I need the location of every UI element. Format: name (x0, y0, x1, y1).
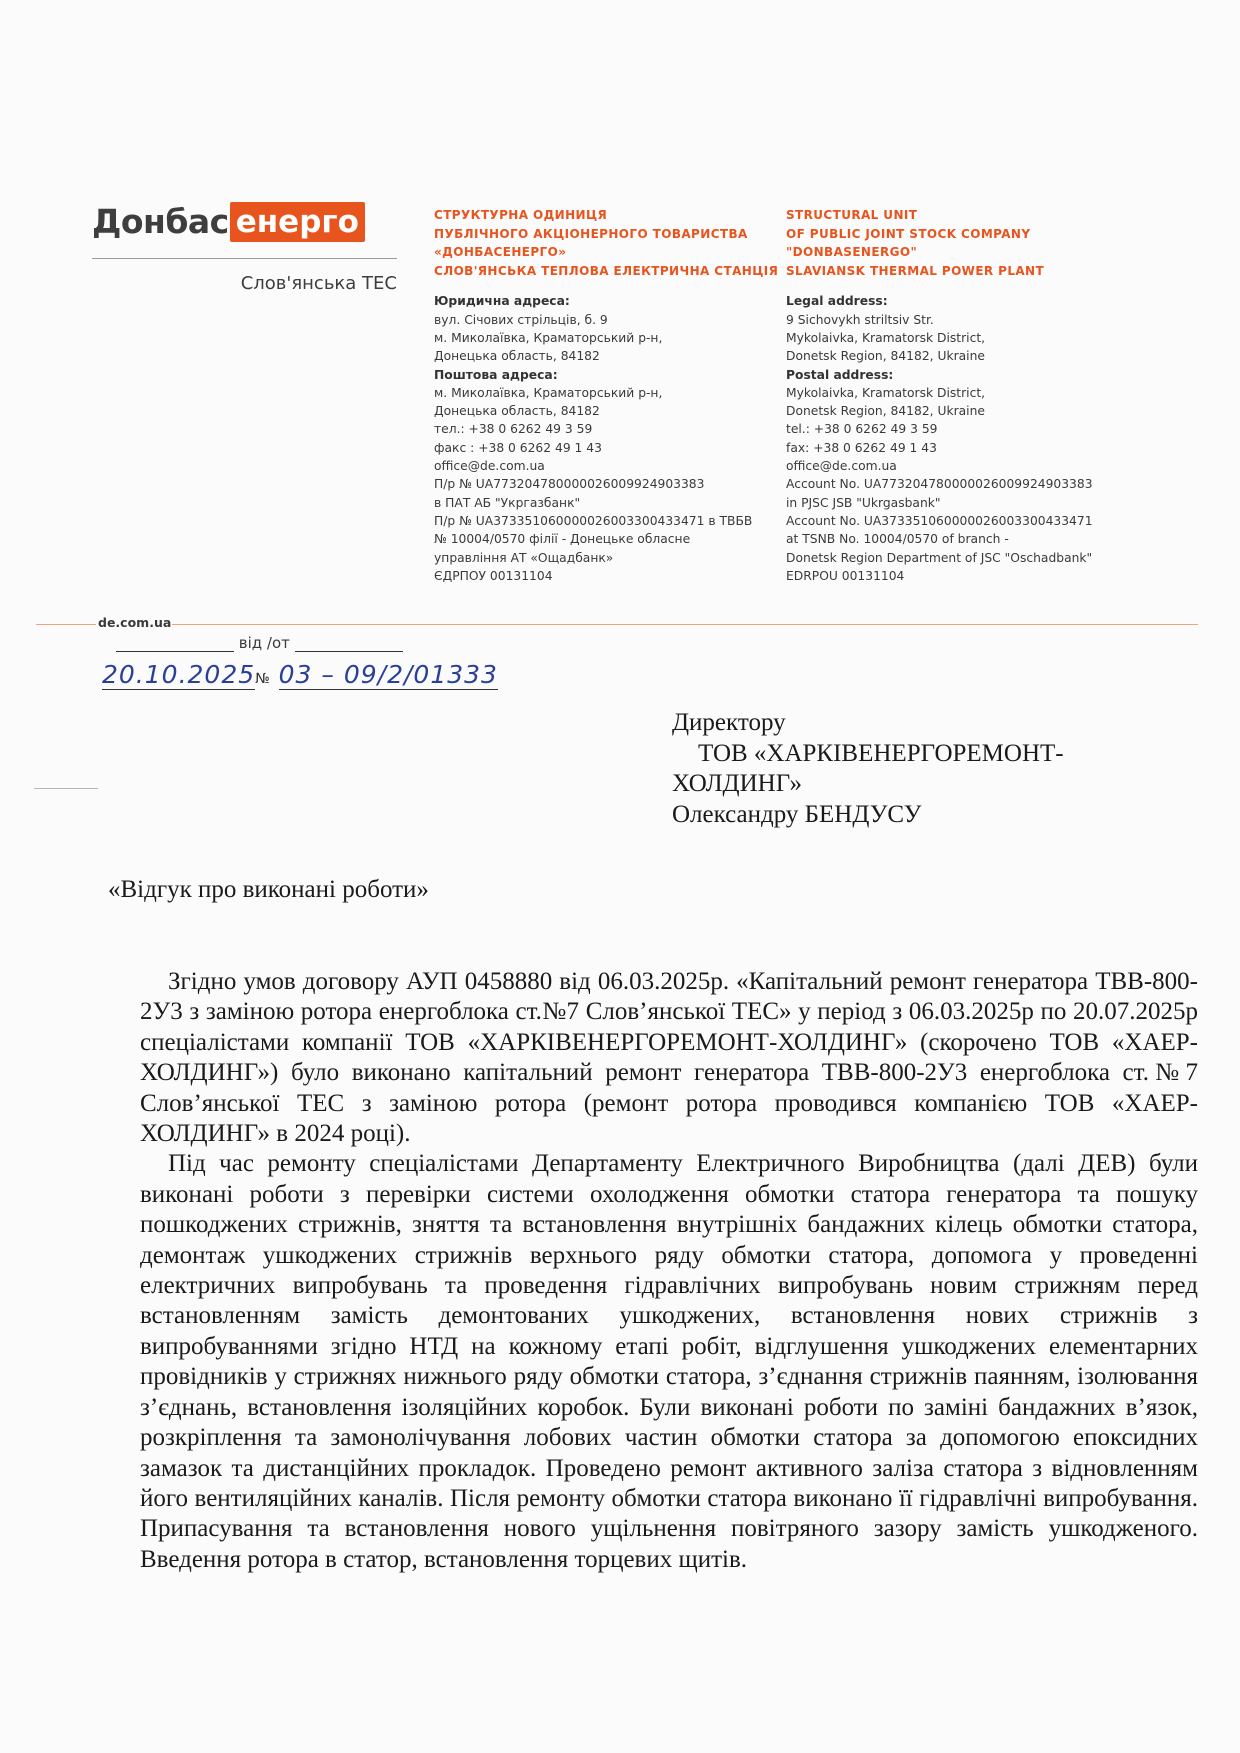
org-name-line: СЛОВ'ЯНСЬКА ТЕПЛОВА ЕЛЕКТРИЧНА СТАНЦІЯ (434, 263, 779, 278)
org-name-line: «ДОНБАСЕНЕРГО» (434, 245, 567, 260)
addressee-line: Директору (672, 709, 786, 736)
org-name-line: STRUCTURAL UNIT (786, 208, 918, 222)
org-name-line: OF PUBLIC JOINT STOCK COMPANY (786, 226, 1031, 241)
contact-line: at TSNB No. 10004/0570 of branch - (786, 532, 1009, 547)
contact-line: в ПАТ АБ "Укргазбанк" (434, 495, 581, 510)
contact-line: П/р № UA773204780000026009924903383 (434, 477, 705, 492)
letter-subject: «Відгук про виконані роботи» (108, 876, 429, 903)
legal-address-line: 9 Sichovykh striltsiv Str. (786, 312, 934, 327)
header-ua (434, 206, 778, 585)
legal-address-label: Юридична адреса: (434, 294, 570, 309)
contact-line: управління АТ «Ощадбанк» (434, 550, 614, 565)
unit-name: Слов'янська ТЕС (240, 273, 397, 294)
postal-address-line: м. Миколаївка, Краматорський р-н, (434, 385, 663, 400)
contact-line: fax: +38 0 6262 49 1 43 (786, 440, 937, 455)
contact-line: № 10004/0570 філії - Донецьке обласне (434, 532, 691, 547)
separator-line (36, 624, 96, 625)
contact-line: Account No. UA773204780000026009924903383 (786, 477, 1093, 492)
legal-address-line: Донецька область, 84182 (434, 349, 600, 364)
contact-line: tel.: +38 0 6262 49 3 59 (786, 422, 938, 437)
header-en (786, 206, 1093, 585)
logo-donbas-text: Донбас (92, 202, 229, 241)
ref-blank (116, 637, 234, 652)
logo-energo-text: енерго (230, 202, 365, 242)
contact-line: in PJSC JSB "Ukrgasbank" (786, 495, 941, 510)
contact-line: ЄДРПОУ 00131104 (434, 568, 553, 583)
company-logo (92, 200, 400, 294)
contact-line: факс : +38 0 6262 49 1 43 (434, 440, 602, 455)
org-name-line: "DONBASENERGO" (786, 245, 918, 260)
separator-line (172, 624, 1198, 625)
handwritten-date: 20.10.2025 (102, 660, 256, 689)
handwritten-number: 03 – 09/2/01333 (278, 660, 498, 689)
body-paragraph: Згідно умов договору АУП 0458880 від 06.03.2025р. «Капітальний ремонт генератора ТВВ-800-2У3 з заміною ротора енергоблока ст.№7 Слов’янської ТЕС» у період з 06.03.2025р по 20.07.2025р спеціалістами компанії ТОВ «ХАРКІВЕНЕРГОРЕМОНТ-ХОЛДИНГ» (скорочено ТОВ «ХАЕР-ХОЛДИНГ») було виконано капітальний ремонт генератора ТВВ-800-2У3 енергоблока ст.№7 Слов’янської ТЕС з заміною ротора (ремонт ротора проводився компанією ТОВ «ХАЕР-ХОЛДИНГ» в 2024 році). (140, 968, 1198, 1148)
org-name-line: СТРУКТУРНА ОДИНИЦЯ (434, 208, 608, 222)
legal-address-line: Mykolaivka, Kramatorsk District, (786, 330, 986, 345)
legal-address-line: Donetsk Region, 84182, Ukraine (786, 349, 985, 364)
contact-line: П/р № UA373351060000026003300433471 в ТВБВ (434, 513, 753, 528)
scan-mark (34, 788, 98, 789)
ref-label: від /от (238, 634, 290, 652)
logo-divider (92, 258, 397, 259)
addressee-line: ТОВ «ХАРКІВЕНЕРГОРЕМОНТ- (698, 739, 1064, 767)
contact-line: Donetsk Region Department of JSC "Oschadbank" (786, 550, 1093, 565)
contact-line: office@de.com.ua (434, 459, 545, 474)
contact-line: EDRPOU 00131104 (786, 568, 905, 583)
addressee-line: ХОЛДИНГ» (672, 770, 803, 797)
legal-address-label: Legal address: (786, 294, 888, 309)
org-name-line: SLAVIANSK THERMAL POWER PLANT (786, 263, 1045, 278)
org-name-line: ПУБЛІЧНОГО АКЦІОНЕРНОГО ТОВАРИСТВА (434, 226, 748, 241)
legal-address-line: вул. Січових стрільців, б. 9 (434, 312, 608, 327)
handwritten-registration (102, 660, 498, 689)
postal-address-line: Mykolaivka, Kramatorsk District, (786, 385, 986, 400)
postal-address-line: Донецька область, 84182 (434, 404, 600, 419)
contact-line: office@de.com.ua (786, 459, 897, 474)
body-paragraph: Під час ремонту спеціалістами Департаменту Електричного Виробництва (далі ДЕВ) були виконані роботи з перевірки системи охолодження обмотки статора генератора та пошуку пошкоджених стрижнів, зняття та встановлення внутрішніх бандажних кілець обмотки статора, демонтаж ушкоджених стрижнів верхнього ряду обмотки статора, допомога у проведенні електричних випробувань та проведення гідравлічних випробувань новим стрижням перед встановленням замість демонтованих ушкоджених, встановлення нових стрижнів з випробуваннями згідно НТД на кожному етапі робіт, відглушення ушкоджених елементарних провідників у стрижнях нижнього ряду обмотки статора, з’єднання стрижнів паянням, ізолювання з’єднань, встановлення ізоляційних коробок. Були виконані роботи по заміні бандажних в’язок, розкріплення та замонолічування лобових частин обмотки статора за допомогою епоксидних замазок та дистанційних прокладок. Проведено ремонт активного заліза статора з відновленням його вентиляційних каналів. Після ремонту обмотки статора виконано її гідравлічні випробування. Припасування та встановлення нового ущільнення повітряного зазору замість ушкодженого. Введення ротора в статор, встановлення торцевих щитів. (140, 1150, 1198, 1573)
contact-line: Account No. UA373351060000026003300433471 (786, 513, 1093, 528)
addressee-line: Олександру БЕНДУСУ (672, 800, 922, 828)
contact-line: тел.: +38 0 6262 49 3 59 (434, 422, 593, 437)
ref-blank (295, 637, 403, 652)
reference-line (116, 634, 403, 652)
addressee-block (672, 708, 1064, 830)
postal-address-line: Donetsk Region, 84182, Ukraine (786, 404, 985, 419)
number-label: № (255, 671, 270, 687)
legal-address-line: м. Миколаївка, Краматорський р-н, (434, 330, 663, 345)
postal-address-label: Postal address: (786, 367, 894, 382)
letter-body (140, 967, 1198, 1575)
website-label: de.com.ua (98, 615, 172, 630)
postal-address-label: Поштова адреса: (434, 367, 558, 382)
